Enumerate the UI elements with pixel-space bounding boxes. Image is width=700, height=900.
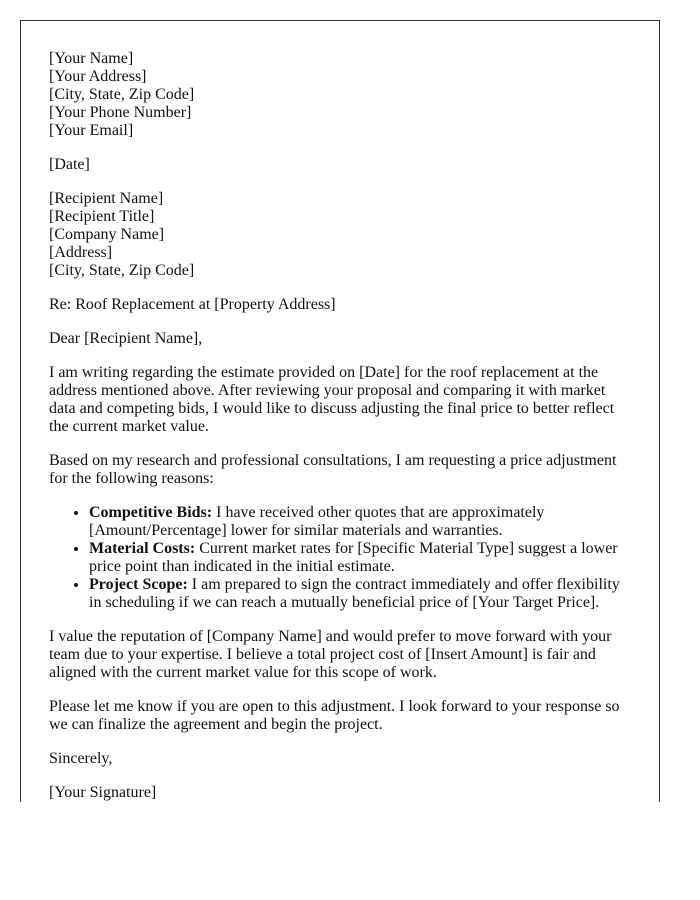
reason-title: Material Costs: <box>89 540 196 557</box>
closing-value-paragraph: I value the reputation of [Company Name] and would prefer to move forward with your team due to your expertise. I believe a total project cost of [Insert Amount] is fair and aligned with the current market value for this scope of work. <box>49 628 612 681</box>
intro-paragraph: I am writing regarding the estimate provided on [Date] for the roof replacement at the address mentioned above. After reviewing your proposal and comparing it with market data and competing bids, I would like to discuss adjusting the final price to better reflect the current market value. <box>49 364 615 435</box>
recipient-block <box>49 190 629 280</box>
letter-date: [Date] <box>49 156 90 173</box>
recipient-address: [Address] <box>49 244 113 261</box>
letter-page <box>20 20 660 802</box>
signoff: Sincerely, <box>49 750 113 767</box>
recipient-city-state-zip: [City, State, Zip Code] <box>49 262 195 279</box>
sender-email: [Your Email] <box>49 122 134 139</box>
reasons-list <box>49 504 629 612</box>
signature: [Your Signature] <box>49 784 157 801</box>
reason-text: I am prepared to sign the contract immediately and offer flexibility in scheduling if we can reach a mutually beneficial price of [Your Target Price]. <box>89 576 620 611</box>
reason-item <box>89 540 629 576</box>
reason-title: Competitive Bids: <box>89 504 213 521</box>
reason-text: I have received other quotes that are approximately [Amount/Percentage] lower for similar materials and warranties. <box>89 504 545 539</box>
sender-block <box>49 50 629 140</box>
salutation: Dear [Recipient Name], <box>49 330 203 347</box>
reason-item <box>89 576 629 612</box>
sender-city-state-zip: [City, State, Zip Code] <box>49 86 195 103</box>
reason-text: Current market rates for [Specific Material Type] suggest a lower price point than indicated in the initial estimate. <box>89 540 618 575</box>
reason-title: Project Scope: <box>89 576 188 593</box>
recipient-name: [Recipient Name] <box>49 190 164 207</box>
reason-item <box>89 504 629 540</box>
subject-line: Re: Roof Replacement at [Property Address] <box>49 296 336 313</box>
sender-name: [Your Name] <box>49 50 134 67</box>
recipient-title: [Recipient Title] <box>49 208 155 225</box>
sender-phone: [Your Phone Number] <box>49 104 192 121</box>
letter-content <box>49 50 629 802</box>
sender-address: [Your Address] <box>49 68 147 85</box>
closing-request-paragraph: Please let me know if you are open to this adjustment. I look forward to your response so we can finalize the agreement and begin the project. <box>49 698 620 733</box>
recipient-company: [Company Name] <box>49 226 165 243</box>
reasons-lead-paragraph: Based on my research and professional consultations, I am requesting a price adjustment for the following reasons: <box>49 452 617 487</box>
